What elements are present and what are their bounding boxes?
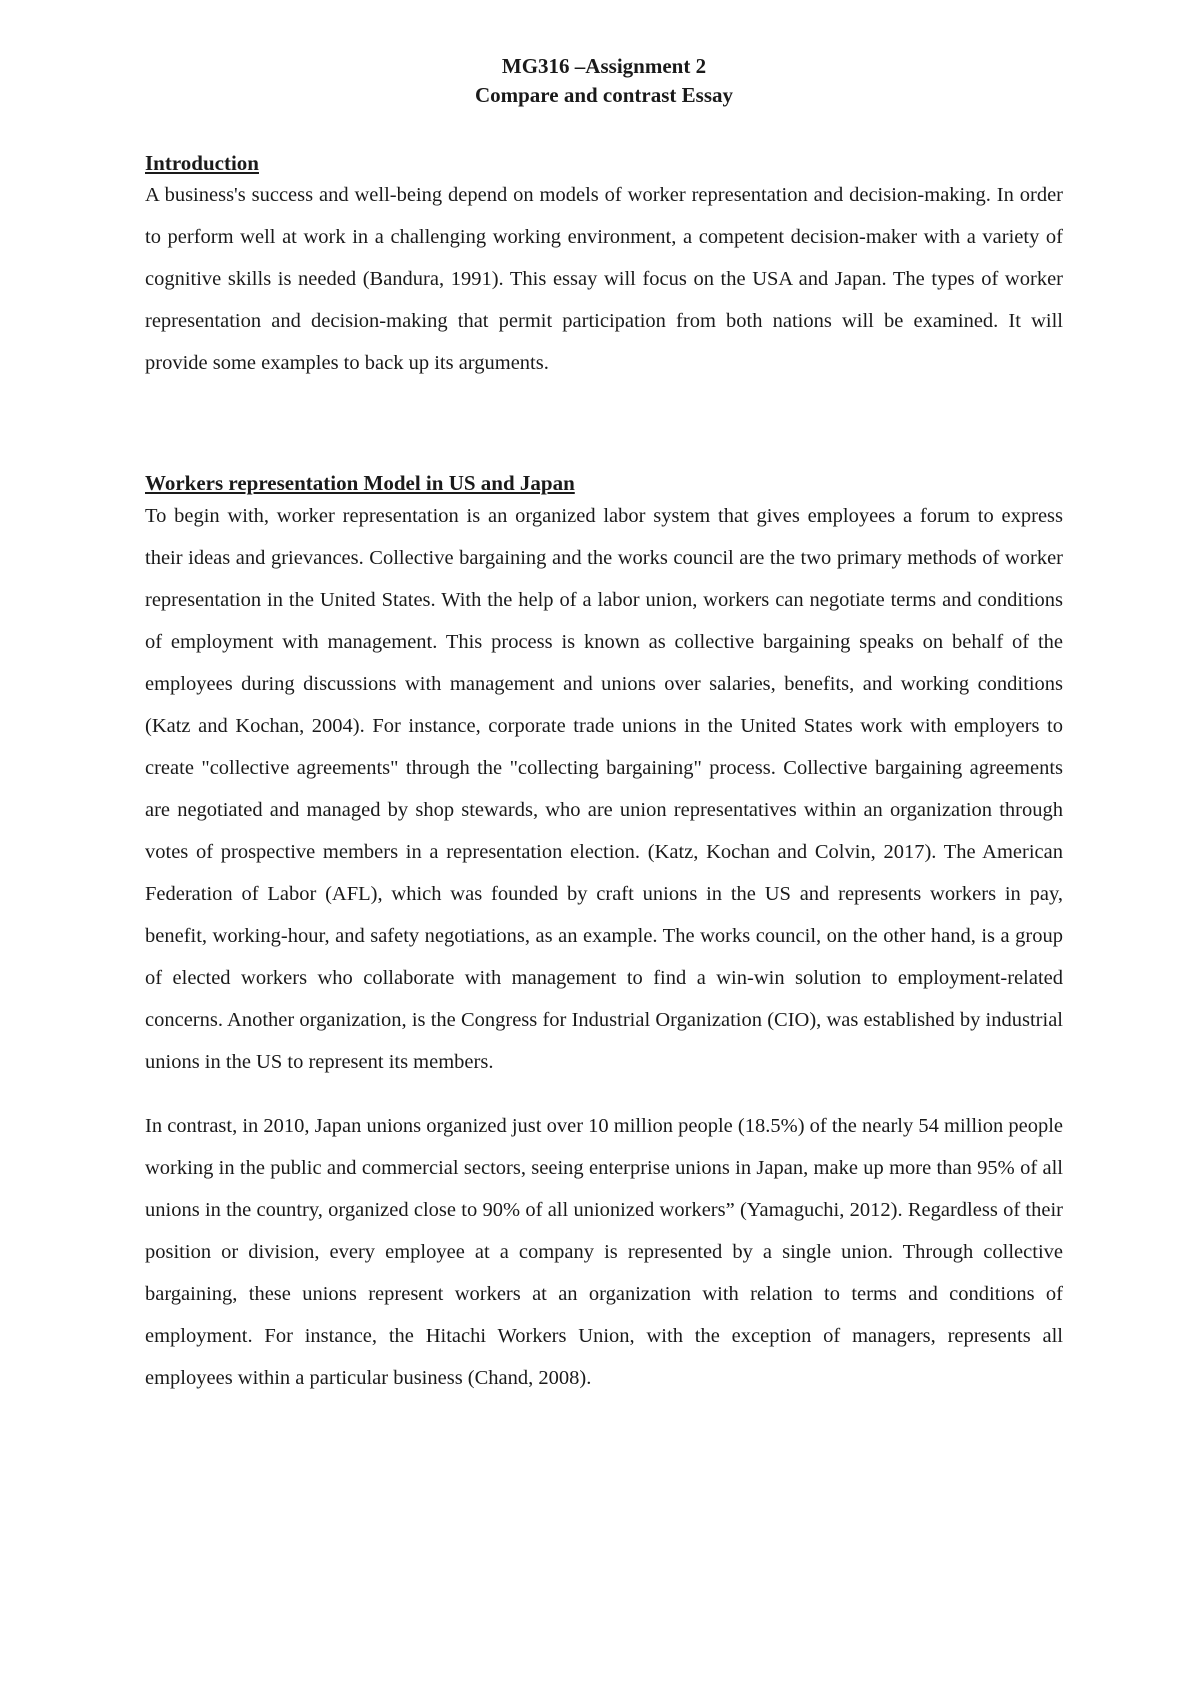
section-heading-workers-representation: Workers representation Model in US and Japan [145,471,575,495]
section-heading-introduction: Introduction [145,151,259,175]
introduction-paragraph: A business's success and well-being depend on models of worker representation and decision-making. In order to perform well at work in a challenging working environment, a competent decision-maker with a variety of cognitive skills is needed (Bandura, 1991). This essay will focus on the USA and Japan. The types of worker representation and decision-making that permit participation from both nations will be examined. It will provide some examples to back up its arguments. [145,184,1063,374]
workers-us-paragraph: To begin with, worker representation is an organized labor system that gives employees a forum to express their ideas and grievances. Collective bargaining and the works council are the two primary methods of worker representation in the United States. With the help of a labor union, workers can negotiate terms and conditions of employment with management. This process is known as collective bargaining speaks on behalf of the employees during discussions with management and unions over salaries, benefits, and working conditions (Katz and Kochan, 2004). For instance, corporate trade unions in the United States work with employers to create "collective agreements" through the "collecting bargaining" process. Collective bargaining agreements are negotiated and managed by shop stewards, who are union representatives within an organization through votes of prospective members in a representation election. (Katz, Kochan and Colvin, 2017). The American Federation of Labor (AFL), which was founded by craft unions in the US and represents workers in pay, benefit, working-hour, and safety negotiations, as an example. The works council, on the other hand, is a group of elected workers who collaborate with management to find a win-win solution to employment-related concerns. Another organization, is the Congress for Industrial Organization (CIO), was established by industrial unions in the US to represent its members. [145,505,1063,1073]
workers-japan-paragraph: In contrast, in 2010, Japan unions organized just over 10 million people (18.5%) of the nearly 54 million people working in the public and commercial sectors, seeing enterprise unions in Japan, make up more than 95% of all unions in the country, organized close to 90% of all unionized workers” (Yamaguchi, 2012). Regardless of their position or division, every employee at a company is represented by a single union. Through collective bargaining, these unions represent workers at an organization with relation to terms and conditions of employment. For instance, the Hitachi Workers Union, with the exception of managers, represents all employees within a particular business (Chand, 2008). [145,1115,1063,1389]
document-subtitle: Compare and contrast Essay [474,83,734,107]
document-title: MG316 –Assignment 2 [501,54,707,78]
document-page [145,52,1063,1399]
title-block [145,52,1063,110]
